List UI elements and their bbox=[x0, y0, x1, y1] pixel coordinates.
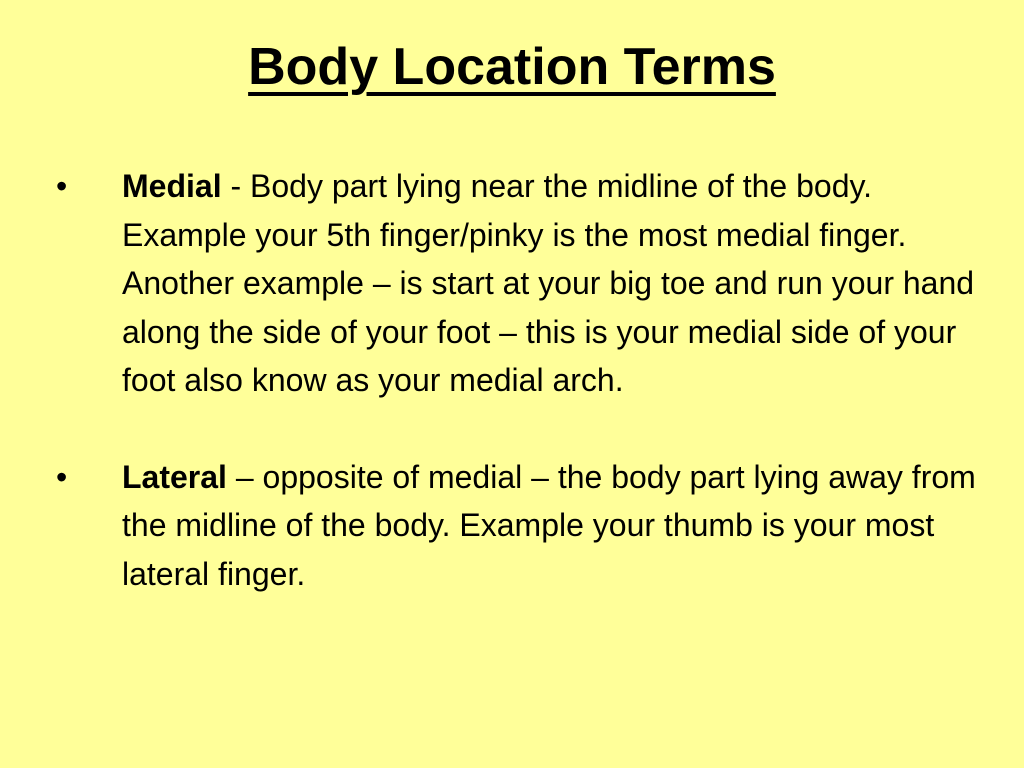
bullet-marker: • bbox=[56, 168, 68, 204]
bullet-item-lateral bbox=[0, 453, 1024, 599]
bullet-marker: • bbox=[56, 458, 68, 495]
slide-title-text: Body Location Terms bbox=[248, 38, 776, 96]
bullet-item-medial bbox=[0, 162, 1024, 405]
definition-medial: - Body part lying near the midline of the body. Example your 5th finger/pinky is the most medial finger. Another example – is start at your big toe and run your hand along the side of your foot – this is your medial side of your foot also know as your medial arch. bbox=[122, 168, 975, 398]
definition-lateral: – opposite of medial – the body part lying away from the midline of the body. Example your thumb is your most lateral finger. bbox=[122, 458, 976, 592]
bullet-list bbox=[0, 162, 1024, 598]
term-lateral: Lateral bbox=[122, 458, 227, 495]
term-medial: Medial bbox=[122, 168, 222, 204]
slide-title bbox=[0, 28, 1024, 106]
